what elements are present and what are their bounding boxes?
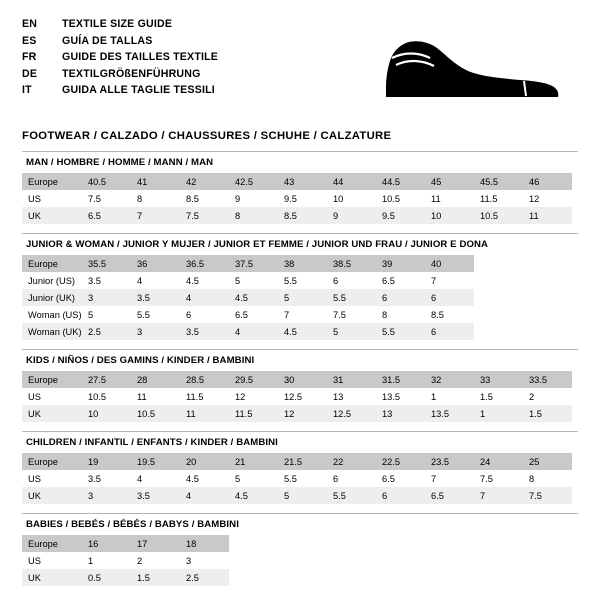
size-cell: 6 <box>333 473 339 484</box>
size-table <box>22 173 572 224</box>
row-label: US <box>28 193 41 204</box>
table-row <box>22 487 572 504</box>
language-title: TEXTILE SIZE GUIDE <box>62 18 173 30</box>
size-cell: 27.5 <box>82 371 131 388</box>
size-cell: 5 <box>235 275 241 286</box>
size-cell: 7 <box>284 309 290 320</box>
size-cell: 6.5 <box>425 487 474 504</box>
size-cell: 2 <box>137 555 143 566</box>
table-row <box>22 535 229 552</box>
size-cell: 2 <box>529 391 535 402</box>
language-row <box>22 49 218 66</box>
row-label: Junior (US) <box>28 275 76 286</box>
size-cell: 8 <box>529 473 535 484</box>
size-cell: 12 <box>278 405 327 422</box>
language-row <box>22 82 218 99</box>
size-cell: 6 <box>376 289 425 306</box>
size-cell: 35.5 <box>82 255 131 272</box>
size-cell: 6 <box>425 323 474 340</box>
size-cell: 9 <box>327 207 376 224</box>
size-cell: 31.5 <box>376 371 425 388</box>
size-cell: 7 <box>431 473 437 484</box>
row-label: Europe <box>22 173 82 190</box>
size-cell: 7.5 <box>523 487 572 504</box>
table-row <box>22 255 474 272</box>
size-cell: 28.5 <box>180 371 229 388</box>
size-cell: 1 <box>474 405 523 422</box>
size-cell: 5.5 <box>376 323 425 340</box>
size-cell: 24 <box>474 453 523 470</box>
language-row <box>22 16 218 33</box>
language-code: FR <box>22 51 37 63</box>
size-cell: 4 <box>180 289 229 306</box>
size-cell: 5 <box>235 473 241 484</box>
size-cell: 7.5 <box>180 207 229 224</box>
size-cell: 10 <box>82 405 131 422</box>
size-cell: 7.5 <box>333 309 346 320</box>
language-list <box>22 16 218 99</box>
language-title: GUIDE DES TAILLES TEXTILE <box>62 51 219 63</box>
size-cell: 41 <box>131 173 180 190</box>
row-label: Woman (US) <box>28 309 82 320</box>
size-cell: 7 <box>131 207 180 224</box>
size-cell: 9.5 <box>284 193 297 204</box>
table-row <box>22 289 474 306</box>
spacer <box>22 340 578 349</box>
size-cell: 7.5 <box>480 473 493 484</box>
table-row <box>22 552 229 569</box>
size-cell: 4 <box>180 487 229 504</box>
size-cell: 7 <box>474 487 523 504</box>
size-cell: 6.5 <box>235 309 248 320</box>
table-row <box>22 323 474 340</box>
size-cell: 9.5 <box>376 207 425 224</box>
size-cell: 9 <box>235 193 241 204</box>
size-cell: 6.5 <box>382 473 395 484</box>
size-cell: 1 <box>431 391 437 402</box>
size-cell: 19.5 <box>131 453 180 470</box>
size-cell: 23.5 <box>425 453 474 470</box>
table-row <box>22 207 572 224</box>
size-cell: 4.5 <box>186 473 199 484</box>
size-cell: 42 <box>180 173 229 190</box>
size-cell: 8 <box>137 193 143 204</box>
size-cell: 5 <box>278 487 327 504</box>
spacer <box>22 224 578 233</box>
size-cell: 3 <box>186 555 192 566</box>
table-row <box>22 190 572 207</box>
size-cell: 5.5 <box>327 289 376 306</box>
page-header <box>22 16 578 120</box>
row-label: UK <box>22 207 82 224</box>
size-cell: 3 <box>82 487 131 504</box>
size-cell: 4.5 <box>278 323 327 340</box>
table-row <box>22 405 572 422</box>
size-cell: 3.5 <box>131 487 180 504</box>
size-cell: 3.5 <box>131 289 180 306</box>
size-cell: 45.5 <box>474 173 523 190</box>
row-label: US <box>28 391 41 402</box>
size-table <box>22 371 572 422</box>
size-cell: 11 <box>523 207 572 224</box>
size-cell: 5 <box>278 289 327 306</box>
size-cell: 4.5 <box>229 487 278 504</box>
size-cell: 45 <box>425 173 474 190</box>
size-cell: 22.5 <box>376 453 425 470</box>
size-cell: 3.5 <box>88 473 101 484</box>
size-cell: 7.5 <box>88 193 101 204</box>
size-cell: 11 <box>180 405 229 422</box>
size-cell: 11 <box>137 391 147 402</box>
table-row <box>22 453 572 470</box>
size-cell: 37.5 <box>229 255 278 272</box>
row-label: Europe <box>22 371 82 388</box>
size-cell: 13.5 <box>425 405 474 422</box>
row-label: UK <box>22 487 82 504</box>
size-cell: 6.5 <box>382 275 395 286</box>
table-row <box>22 569 229 586</box>
size-cell: 43 <box>278 173 327 190</box>
size-cell: 44.5 <box>376 173 425 190</box>
spacer <box>22 422 578 431</box>
size-cell: 30 <box>278 371 327 388</box>
size-cell: 21.5 <box>278 453 327 470</box>
size-cell: 5 <box>327 323 376 340</box>
size-cell: 1.5 <box>523 405 572 422</box>
size-cell: 17 <box>131 535 180 552</box>
size-cell: 29.5 <box>229 371 278 388</box>
size-cell: 21 <box>229 453 278 470</box>
size-cell: 4 <box>137 473 143 484</box>
size-cell: 20 <box>180 453 229 470</box>
size-cell: 25 <box>523 453 572 470</box>
size-cell: 31 <box>327 371 376 388</box>
row-label: Junior (UK) <box>22 289 82 306</box>
language-code: ES <box>22 34 37 47</box>
size-cell: 4.5 <box>186 275 199 286</box>
size-cell: 28 <box>131 371 180 388</box>
spacer <box>22 142 578 151</box>
row-label: Europe <box>22 255 82 272</box>
size-cell: 8 <box>229 207 278 224</box>
size-cell: 8.5 <box>431 309 444 320</box>
size-cell: 3.5 <box>88 275 101 286</box>
size-cell: 36 <box>131 255 180 272</box>
size-cell: 12.5 <box>327 405 376 422</box>
size-cell: 3.5 <box>180 323 229 340</box>
size-cell: 8.5 <box>186 193 199 204</box>
spacer <box>22 504 578 513</box>
size-tables <box>22 142 578 586</box>
size-cell: 10.5 <box>88 391 107 402</box>
size-cell: 4 <box>137 275 143 286</box>
size-cell: 46 <box>523 173 572 190</box>
language-title: GUÍA DE TALLAS <box>62 34 153 47</box>
section-title: KIDS / NIÑOS / DES GAMINS / KINDER / BAMBINI <box>26 355 255 366</box>
size-cell: 6 <box>186 309 192 320</box>
section-title: MAN / HOMBRE / HOMME / MANN / MAN <box>26 157 214 168</box>
size-cell: 40.5 <box>82 173 131 190</box>
size-cell: 13 <box>333 391 344 402</box>
size-cell: 36.5 <box>180 255 229 272</box>
size-cell: 11.5 <box>186 391 204 402</box>
size-cell: 5 <box>88 309 94 320</box>
size-table <box>22 453 572 504</box>
dress-shoe-icon <box>374 34 564 109</box>
section-title: CHILDREN / INFANTIL / ENFANTS / KINDER / BAMBINI <box>26 437 278 448</box>
section-title: JUNIOR & WOMAN / JUNIOR Y MUJER / JUNIOR ET FEMME / JUNIOR UND FRAU / JUNIOR E DONA <box>26 239 489 250</box>
size-table <box>22 535 229 586</box>
language-code: EN <box>22 18 38 30</box>
table-row <box>22 371 572 388</box>
size-cell: 12.5 <box>284 391 303 402</box>
size-cell: 8.5 <box>278 207 327 224</box>
size-table <box>22 255 474 340</box>
size-cell: 8 <box>382 309 388 320</box>
table-row <box>22 470 572 487</box>
row-label: US <box>28 555 41 566</box>
size-cell: 33 <box>474 371 523 388</box>
size-cell: 5.5 <box>137 309 150 320</box>
size-cell: 10.5 <box>382 193 401 204</box>
table-row <box>22 306 474 323</box>
row-label: Europe <box>22 535 82 552</box>
size-cell: 10.5 <box>131 405 180 422</box>
size-cell: 5.5 <box>327 487 376 504</box>
size-cell: 33.5 <box>523 371 572 388</box>
size-cell: 22 <box>327 453 376 470</box>
size-cell: 13 <box>376 405 425 422</box>
section-title: BABIES / BEBÉS / BÉBÉS / BABYS / BAMBINI <box>26 519 239 530</box>
size-cell: 32 <box>425 371 474 388</box>
size-cell: 1.5 <box>480 391 493 402</box>
size-cell: 0.5 <box>82 569 131 586</box>
size-cell: 7 <box>431 275 437 286</box>
language-title: GUIDA ALLE TAGLIE TESSILI <box>62 84 215 96</box>
row-label: UK <box>22 405 82 422</box>
size-cell: 12 <box>529 193 540 204</box>
size-cell: 6.5 <box>82 207 131 224</box>
size-cell: 10 <box>425 207 474 224</box>
size-cell: 6 <box>333 275 339 286</box>
size-cell: 44 <box>327 173 376 190</box>
row-label: Europe <box>22 453 82 470</box>
language-code: DE <box>22 67 38 80</box>
language-row <box>22 66 218 83</box>
size-cell: 1.5 <box>131 569 180 586</box>
size-cell: 3 <box>131 323 180 340</box>
size-cell: 19 <box>82 453 131 470</box>
size-cell: 11.5 <box>480 193 498 204</box>
size-cell: 6 <box>425 289 474 306</box>
size-cell: 40 <box>425 255 474 272</box>
size-cell: 2.5 <box>82 323 131 340</box>
size-cell: 3 <box>82 289 131 306</box>
language-title: TEXTILGRÖßENFÜHRUNG <box>62 67 201 80</box>
size-cell: 10 <box>333 193 344 204</box>
size-cell: 2.5 <box>180 569 229 586</box>
size-cell: 4.5 <box>229 289 278 306</box>
size-cell: 38.5 <box>327 255 376 272</box>
size-cell: 4 <box>229 323 278 340</box>
table-row <box>22 173 572 190</box>
table-row <box>22 272 474 289</box>
language-row <box>22 33 218 50</box>
footwear-title: FOOTWEAR / CALZADO / CHAUSSURES / SCHUHE / CALZATURE <box>22 130 392 142</box>
table-row <box>22 388 572 405</box>
size-cell: 11.5 <box>229 405 278 422</box>
row-label: Woman (UK) <box>22 323 82 340</box>
size-cell: 1 <box>88 555 94 566</box>
size-cell: 42.5 <box>229 173 278 190</box>
row-label: UK <box>22 569 82 586</box>
size-cell: 18 <box>180 535 229 552</box>
row-label: US <box>28 473 41 484</box>
size-cell: 12 <box>235 391 246 402</box>
size-cell: 6 <box>376 487 425 504</box>
size-cell: 13.5 <box>382 391 401 402</box>
language-code: IT <box>22 84 32 96</box>
size-cell: 5.5 <box>284 473 297 484</box>
size-cell: 5.5 <box>284 275 297 286</box>
size-cell: 38 <box>278 255 327 272</box>
size-cell: 39 <box>376 255 425 272</box>
size-cell: 16 <box>82 535 131 552</box>
size-cell: 11 <box>431 193 441 204</box>
size-cell: 10.5 <box>474 207 523 224</box>
